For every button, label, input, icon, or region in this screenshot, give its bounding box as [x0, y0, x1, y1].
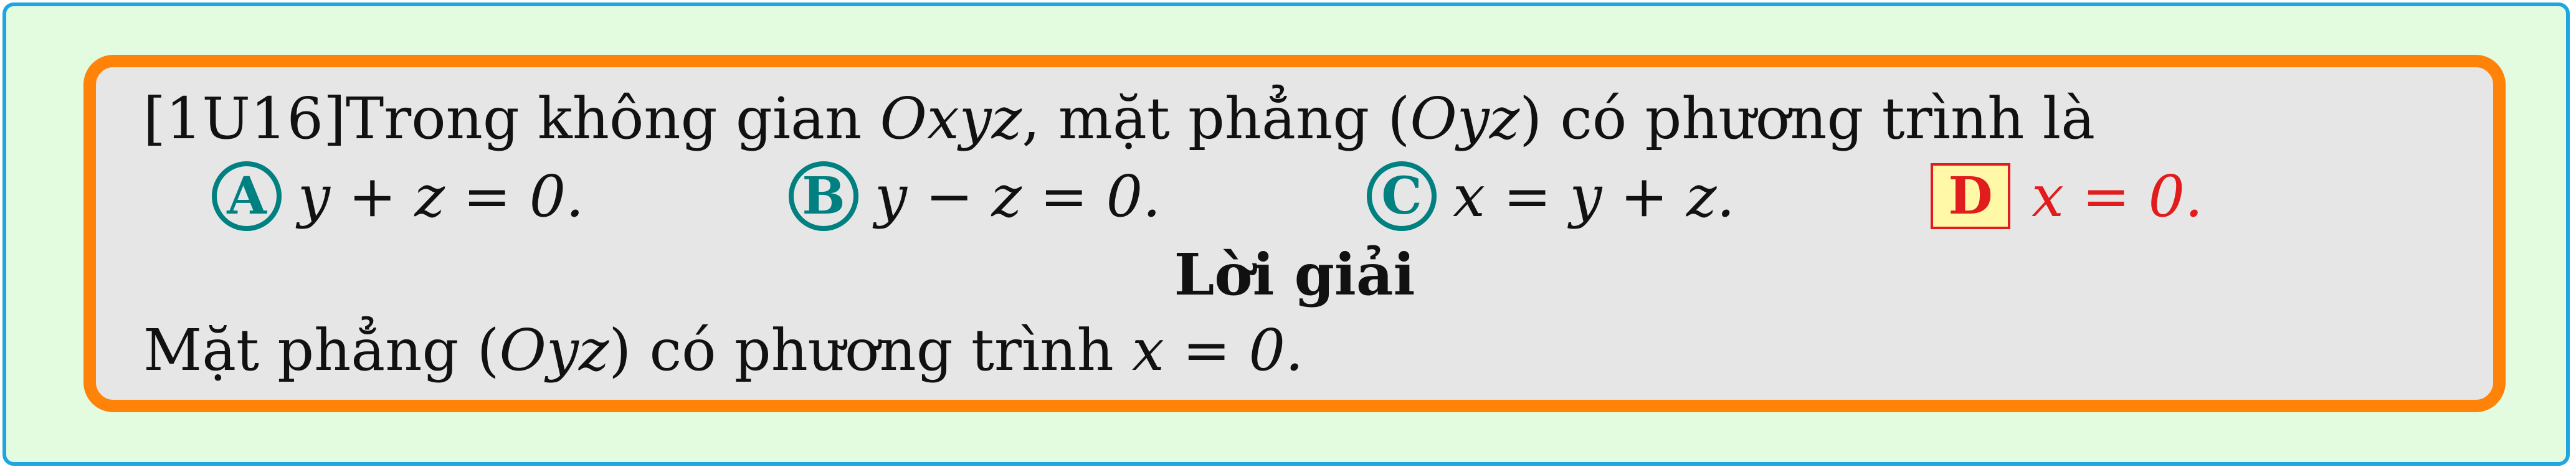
question-code: [1U16] — [143, 85, 346, 152]
question-stem — [143, 85, 2095, 153]
choice-c[interactable] — [1367, 162, 1735, 230]
solution-prefix: Mặt phẳng ( — [143, 317, 500, 384]
choice-b[interactable] — [789, 162, 1161, 230]
choice-d-correct[interactable] — [1931, 162, 2203, 230]
question-card — [83, 55, 2506, 412]
choice-c-text: x = y + z. — [1453, 163, 1735, 230]
stem-end: ) có phương trình là — [1519, 85, 2096, 152]
solution-text — [143, 316, 1303, 385]
choice-a[interactable] — [212, 162, 584, 230]
choice-d-badge: D — [1931, 163, 2010, 229]
stem-prefix: Trong không gian — [345, 85, 880, 152]
stem-plane-symbol: Oyz — [1410, 85, 1520, 152]
choice-a-text: y + z = 0. — [298, 163, 584, 230]
choice-d-text: x = 0. — [2032, 163, 2203, 230]
choice-b-badge: B — [789, 161, 858, 231]
outer-frame — [2, 2, 2570, 466]
solution-heading: Lời giải — [1174, 241, 1415, 308]
stem-space-symbol: Oxyz — [880, 85, 1022, 152]
solution-plane-symbol: Oyz — [499, 317, 609, 384]
choice-b-text: y − z = 0. — [875, 163, 1161, 230]
solution-middle: ) có phương trình — [609, 317, 1133, 384]
choice-c-badge: C — [1367, 161, 1437, 231]
choice-a-badge: A — [212, 161, 282, 231]
stem-suffix: , mặt phẳng ( — [1022, 85, 1410, 152]
solution-equation: x = 0. — [1132, 317, 1304, 384]
